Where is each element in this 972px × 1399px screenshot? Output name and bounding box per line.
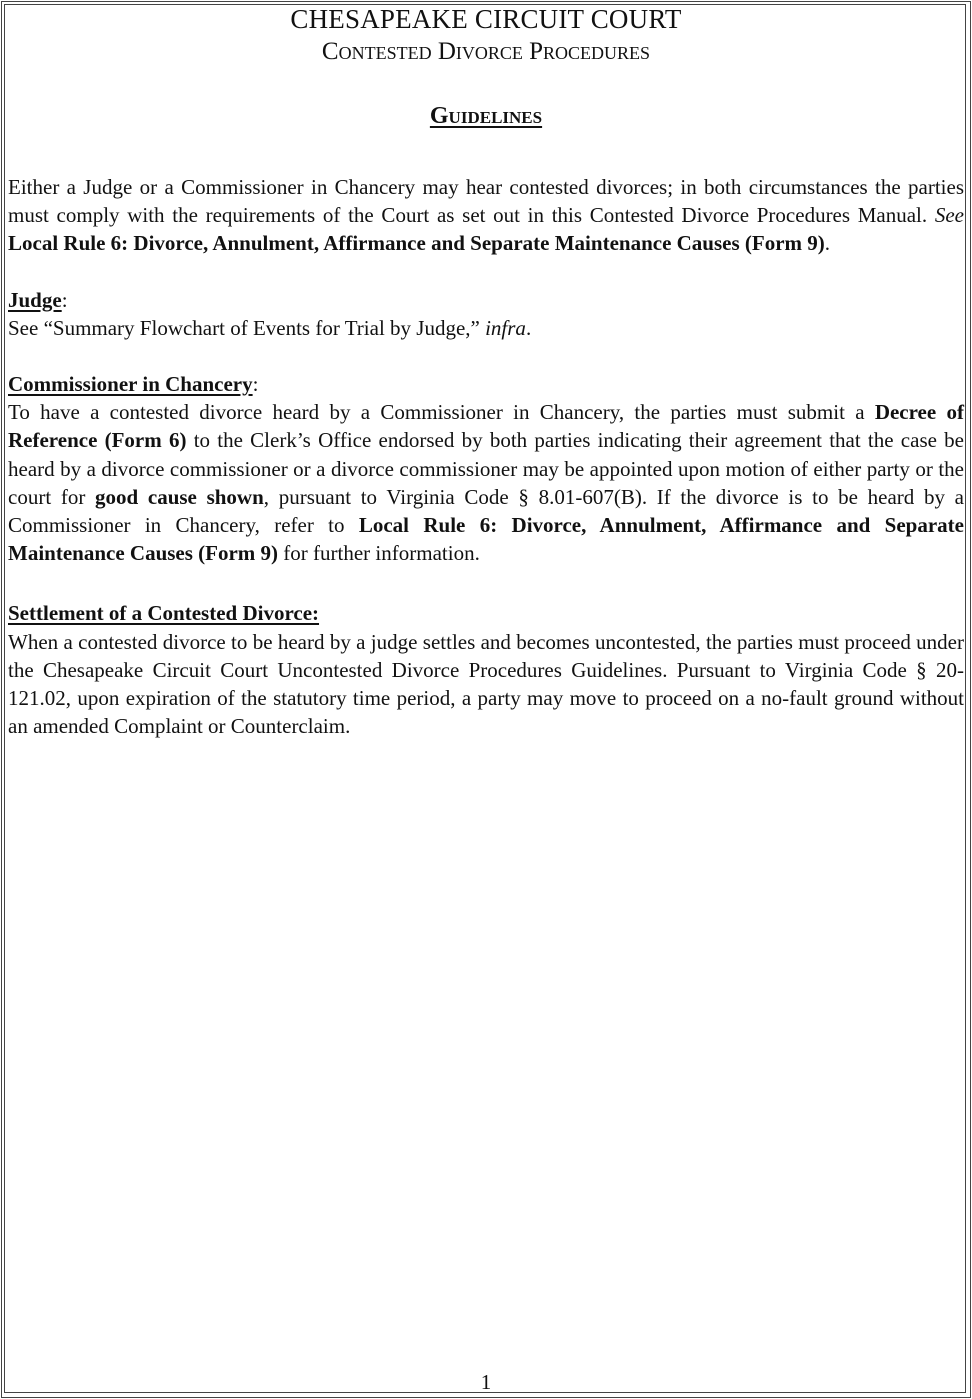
- intro-paragraph: [8, 173, 964, 258]
- intro-text: Either a Judge or a Commissioner in Chancery may hear contested divorces; in both circumstances the parties must comply with the requirements of the Court as set out in this Contested Divorce Procedures Manual.: [8, 175, 964, 228]
- commissioner-text-2: to the Clerk’s Office endorsed by both parties indicating their agreement that the case be heard by a divorce commissioner or a divorce commissioner may be appointed upon motion of either party or the court for: [8, 428, 964, 509]
- see-signal: See: [934, 203, 964, 228]
- judge-heading: Judge: [8, 287, 62, 312]
- court-title: CHESAPEAKE CIRCUIT COURT: [290, 4, 682, 34]
- settlement-paragraph: [8, 599, 964, 740]
- commissioner-text-3: , pursuant to Virginia Code § 8.01-607(B). If the divorce is to be heard by a Commissioner in Chancery, refer to: [8, 484, 964, 538]
- commissioner-colon: :: [252, 372, 259, 397]
- commissioner-text-4: for further information.: [278, 541, 480, 566]
- page-number: 1: [480, 1370, 492, 1394]
- good-cause-shown: good cause shown: [95, 484, 264, 509]
- judge-colon: :: [61, 287, 68, 312]
- local-rule-reference: Local Rule 6: Divorce, Annulment, Affirmance and Separate Maintenance Causes (Form 9): [8, 231, 825, 256]
- section-heading: Guidelines: [429, 103, 543, 129]
- judge-text: See “Summary Flowchart of Events for Trial by Judge,”: [8, 315, 486, 340]
- commissioner-heading: Commissioner in Chancery: [8, 372, 253, 397]
- commissioner-paragraph: [8, 370, 964, 567]
- settlement-text: When a contested divorce to be heard by a judge settles and becomes uncontested, the parties must proceed under the Chesapeake Circuit Court Uncontested Divorce Procedures Guidelines. Pursuant to Virginia Code § 20-121.02, upon expiration of the statutory time period, a party may move to proceed on a no-fault ground without an amended Complaint or Counterclaim.: [8, 629, 964, 739]
- infra-term: infra: [485, 315, 526, 340]
- settlement-heading: Settlement of a Contested Divorce:: [8, 601, 320, 626]
- document-page: [8, 0, 964, 740]
- intro-end: .: [824, 231, 831, 256]
- judge-end: .: [525, 315, 532, 340]
- decree-of-reference: Decree of Reference (Form 6): [8, 400, 964, 453]
- judge-paragraph: [8, 286, 964, 342]
- commissioner-local-rule-reference: Local Rule 6: Divorce, Annulment, Affirmance and Separate Maintenance Causes (Form 9): [8, 513, 964, 566]
- document-subtitle: Contested Divorce Procedures: [321, 38, 651, 65]
- commissioner-text-1: To have a contested divorce heard by a Commissioner in Chancery, the parties must submit a: [8, 400, 875, 425]
